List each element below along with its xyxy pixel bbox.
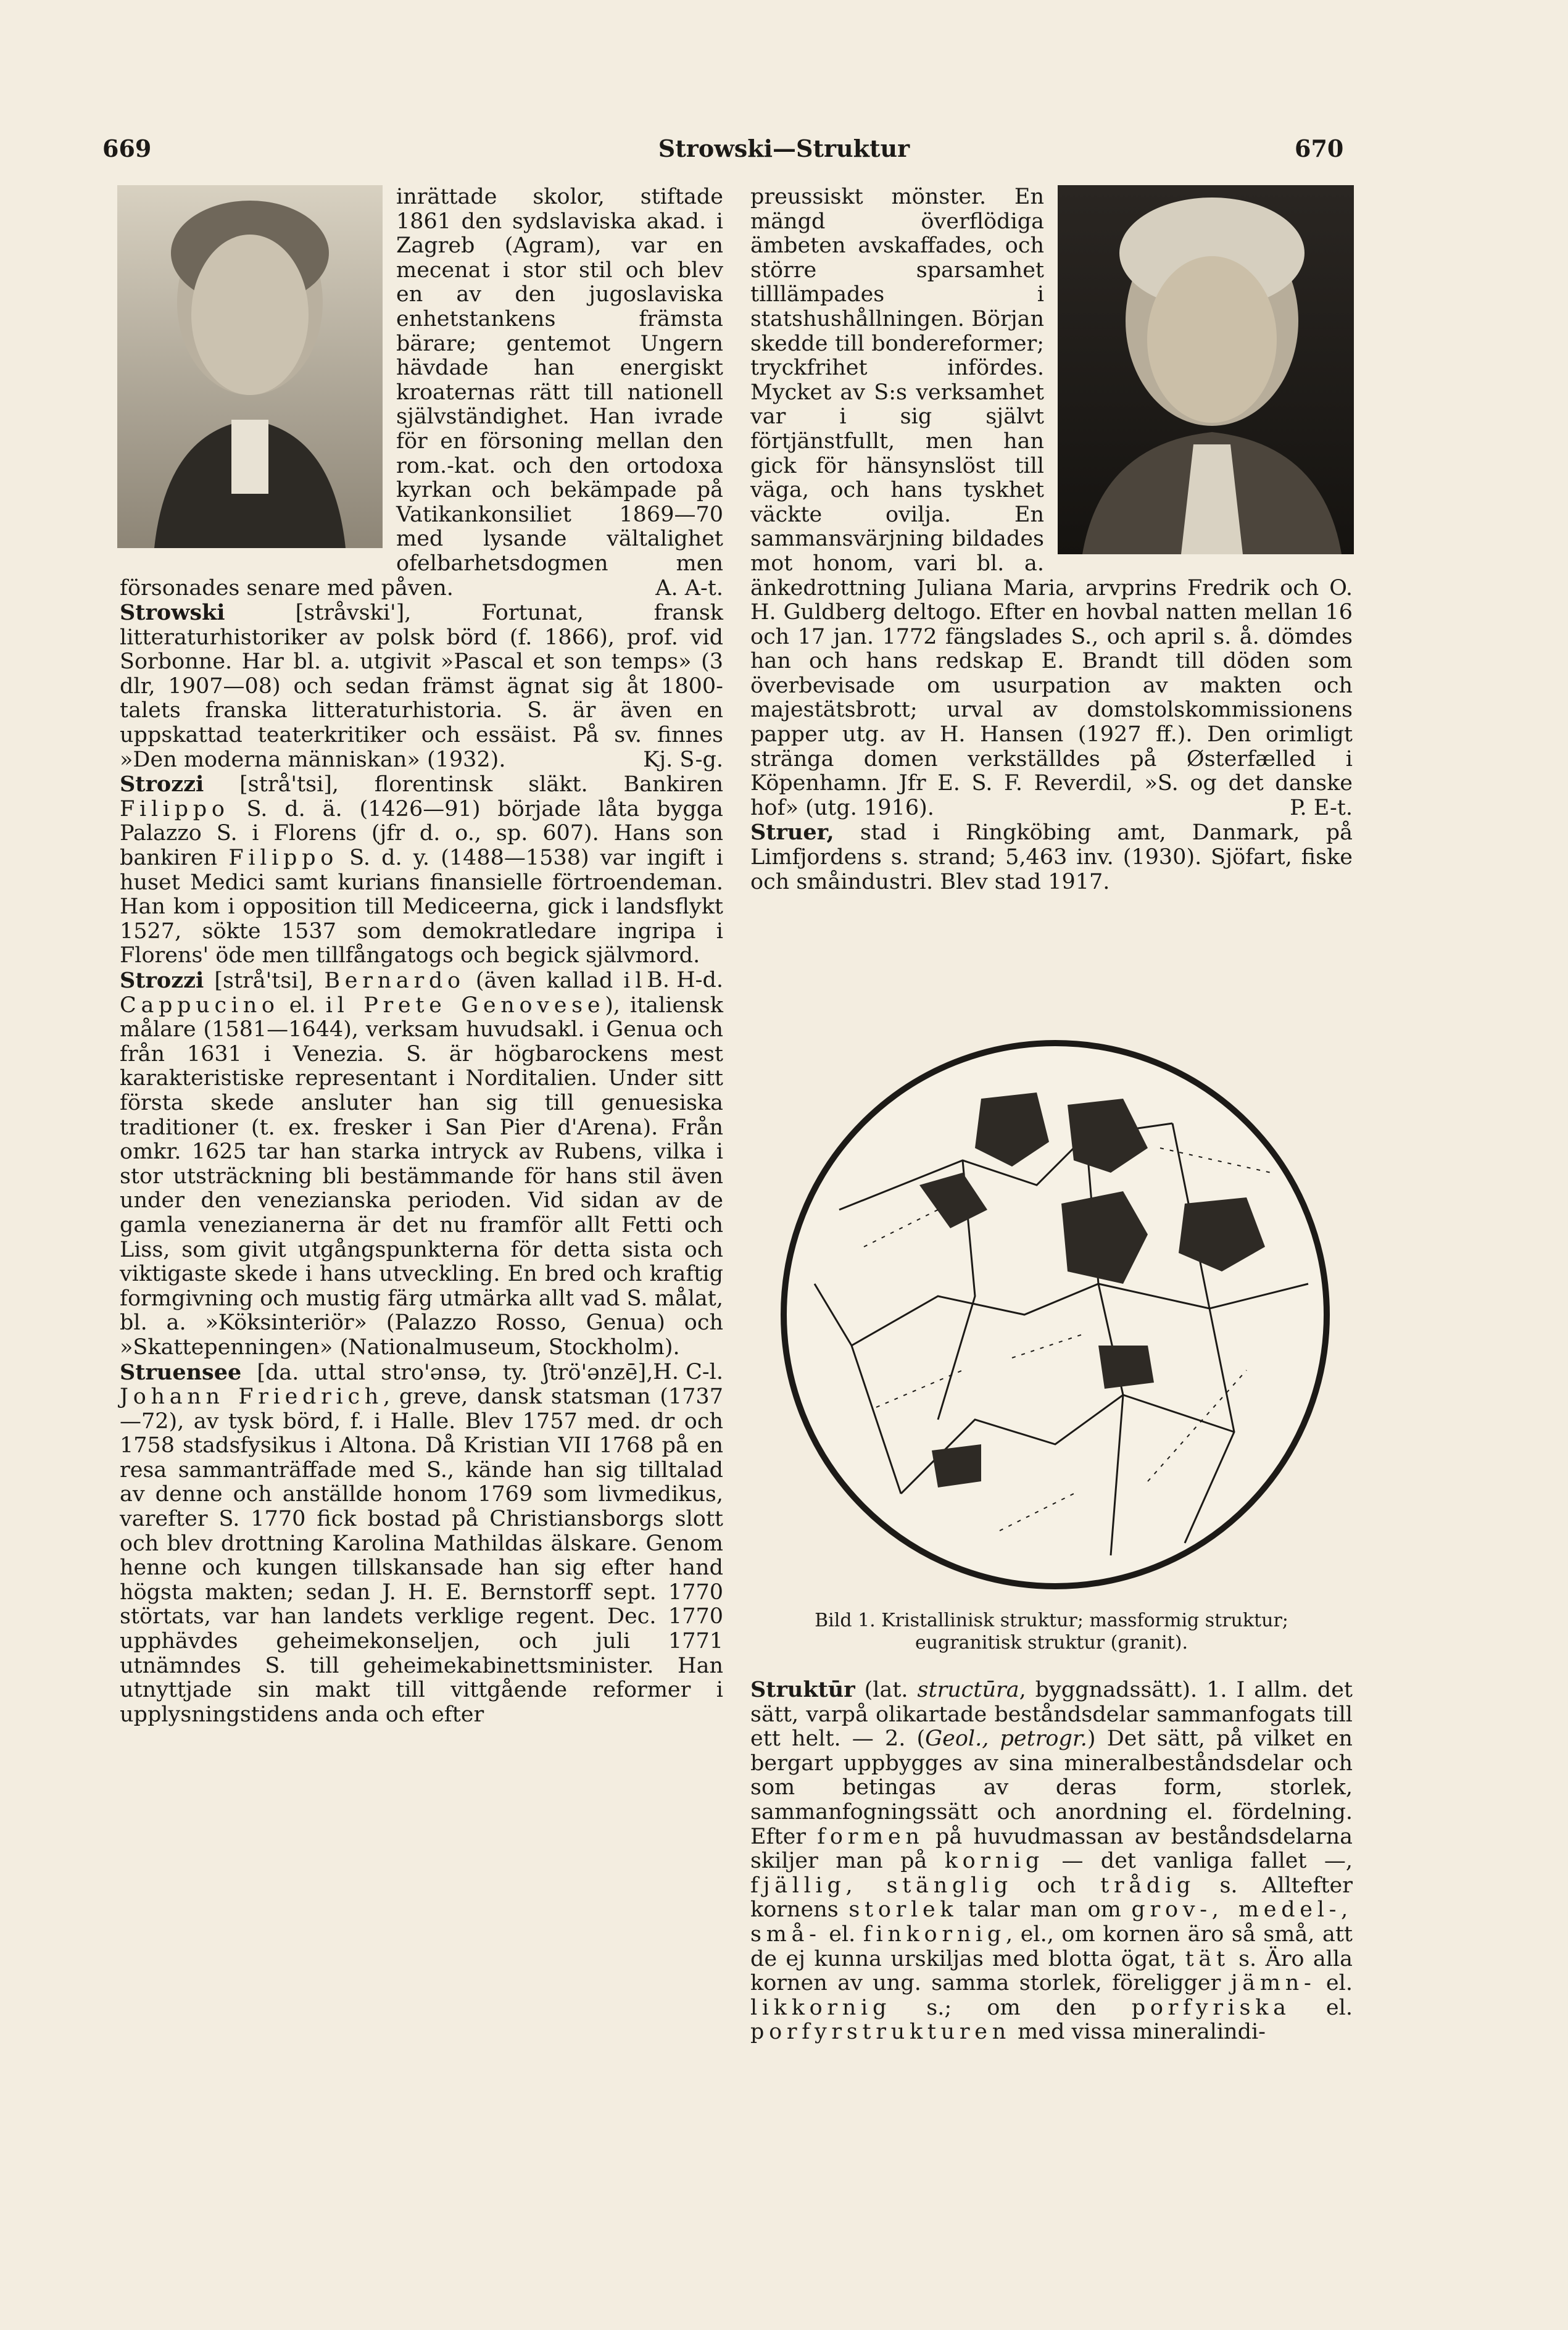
right-column-top	[750, 185, 1353, 894]
entry-text: s.; om den	[926, 1995, 1097, 2020]
portrait-photo-icon	[117, 185, 383, 548]
caption-line-1: Bild 1. Kristallinisk struktur; massformig struktur;	[815, 1610, 1288, 1631]
italic-term: Geol., petrogr.	[925, 1726, 1087, 1752]
entry-text: talar man om	[968, 1897, 1121, 1923]
spaced-term: likkornig	[750, 1995, 892, 2020]
portrait-strossmayer	[117, 185, 383, 548]
page-number-left: 669	[102, 135, 152, 162]
spaced-name: il Prete Genovese	[325, 992, 605, 1018]
crystalline-structure-figure	[778, 1025, 1333, 1617]
spaced-name: Filippo	[228, 846, 338, 871]
spaced-term: grov-, medel-, små-	[750, 1897, 1353, 1947]
headword-struensee: Struensee	[120, 1359, 242, 1385]
running-head: Strowski—Struktur	[658, 135, 910, 162]
entry-text: el.	[289, 992, 316, 1018]
entry-text: med vissa mineralindi-	[1018, 2020, 1266, 2045]
entry-text: ) Det sätt, på vilket en bergart uppbygges av sina mineralbeståndsdelar och som betingas av deras form, storlek, sammanfogningssätt och anordning el. fördelning. Efter	[750, 1726, 1353, 1849]
spaced-term: formen	[817, 1824, 924, 1849]
spaced-name: il Cappucino	[120, 968, 647, 1018]
signature: H. C-l.	[653, 1359, 723, 1384]
right-column-bottom	[750, 1678, 1353, 2045]
entry-text: el.	[829, 1921, 856, 1947]
entry-text: , el., om kornen äro så små, att de ej kunna urskiljas med blotta ögat,	[750, 1921, 1353, 1971]
headword-strozzi: Strozzi	[120, 772, 204, 797]
spaced-term: tät	[1185, 1946, 1230, 1971]
spaced-name: Filippo	[120, 796, 230, 822]
italic-term: structūra	[917, 1678, 1019, 1702]
spaced-term: finkornig	[863, 1921, 1006, 1947]
entry-text: och	[1037, 1873, 1076, 1898]
entry-text: [strå'tsi], florentinsk släkt. Bankiren	[239, 772, 723, 797]
spaced-term: storlek	[848, 1897, 958, 1923]
entry-text: stad i Ringköbing amt, Danmark, på Limfjordens s. strand; 5,463 inv. (1930). Sjöfart, fiske och småindustri. Blev stad 1917.	[750, 820, 1353, 894]
entry-text: el.	[1325, 1971, 1353, 1996]
spaced-term: trådig	[1100, 1873, 1195, 1898]
portrait-photo-icon	[1058, 185, 1354, 554]
spaced-term: porfyrstrukturen	[750, 2020, 1011, 2045]
page-number-right: 670	[1295, 135, 1344, 162]
left-column	[120, 185, 723, 1727]
entry-text: s. Alltefter kornens	[750, 1873, 1353, 1923]
spaced-name: Bernardo	[324, 968, 465, 993]
strossmayer-text: inrättade skolor, stiftade 1861 den sydslaviska akad. i Zagreb (Agram), var en mecenat i stor stil och blev en av den jugoslaviska enhetstankens främsta bärare; gentemot Ungern hävdade han energiskt kroaternas rätt till nationell självständighet. Han ivrade för en försoning mellan den rom.-kat. och den ortodoxa kyrkan och bekämpade på Vatikankonsiliet 1869—70 med lysande vältalighet ofelbarhetsdogmen men försonades senare med påven.	[120, 185, 723, 601]
entry-text: , byggnadssätt). 1. I allm. det sätt, varpå olikartade beståndsdelar sammanfogats till ett helt. — 2. (	[750, 1678, 1353, 1752]
signature: Kj. S-g.	[643, 747, 723, 772]
entry-text: [strå'tsi],	[214, 968, 314, 993]
signature: B. H-d.	[647, 968, 723, 992]
entry-text: el.	[1325, 1995, 1353, 2020]
entry-text: , greve, dansk statsman (1737—72), av tysk börd, f. i Halle. Blev 1757 med. dr och 1758 stadsfysikus i Altona. Då Kristian VII 1768 på en resa sammanträffade med S., kände han sig tilltalad av denne och anställde honom 1769 som livmedikus, varefter S. 1770 fick bostad på Christiansborgs slott och blev drottning Karolina Mathildas älskare. Genom henne och kungen tillskansade han sig efter hand högsta makten; sedan J. H. E. Bernstorff sept. 1770 störtats, var han landets verklige regent. Dec. 1770 upphävdes geheimekonseljen, och juli 1771 utnämndes S. till geheimekabinettsminister. Han utnyttjade sin makt till vittgående reformer i upplysningstidens anda och efter	[120, 1384, 723, 1727]
signature: A. A-t.	[655, 575, 723, 601]
entry-text: på huvudmassan av beståndsdelarna skiljer man på	[750, 1824, 1353, 1874]
struensee-text-cont: preussiskt mönster. En mängd överflödiga ämbeten avskaffades, och större sparsamhet tilllämpades i statshushållningen. Början skedde till bondereformer; tryckfrihet infördes. Mycket av S:s verksamhet var i sig självt förtjänstfullt, men han gick för hänsynslöst till väga, och hans tyskhet väckte ovilja. En sammansvärjning bildades mot honom, vari bl. a. änkedrottning Juliana Maria, arvprins Fredrik och O. H. Guldberg deltogo. Efter en hovbal natten mellan 16 och 17 jan. 1772 fängslades S., och april s. å. dömdes han och hans redskap E. Brandt till döden som överbevisade om usurpation av makten och majestätsbrott; urval av domstolskommissionens papper utg. av H. Hansen (1927 ff.). Den orimligt stränga domen verkställdes på Østerfælled i Köpenhamn. Jfr E. S. F. Reverdil, »S. og det danske hof» (utg. 1916).	[750, 185, 1353, 820]
headword-strowski: Strowski	[120, 600, 225, 626]
spaced-term: fjällig, stänglig	[750, 1873, 1013, 1898]
spaced-name: Johann Friedrich	[120, 1384, 383, 1410]
headword-strozzi-bernardo: Strozzi	[120, 968, 204, 993]
entry-text: ), italiensk målare (1581—1644), verksam huvudsakl. i Genua och från 1631 i Venezia. S. är högbarockens mest karakteristiske representant i Norditalien. Under sitt första skede ansluter han sig till genuesiska traditioner (t. ex. fresker i San Pier d'Arena). Från omkr. 1625 tar han starka intryck av Rubens, vilka i stor utsträckning bli bestämmande för hans stil även under den venezianska perioden. Vid sidan av de gamla venezianerna är det nu framför allt Fetti och Liss, som givit utgångspunkterna för detta sista och viktigaste skede i hans utveckling. En bred och kraftig formgivning och mustig färg utmärka allt vad S. målat, bl. a. »Köksinteriör» (Palazzo Rosso, Genua) och »Skattepenningen» (Nationalmuseum, Stockholm).	[120, 992, 723, 1360]
caption-line-2: eugranitisk struktur (granit).	[915, 1632, 1188, 1654]
spaced-term: jämn-	[1230, 1971, 1316, 1996]
entry-text: s. Äro alla kornen av ung. samma storlek, föreligger	[750, 1946, 1353, 1996]
spaced-term: kornig	[944, 1849, 1045, 1874]
entry-text: [stråvski'], Fortunat, fransk litteraturhistoriker av polsk börd (f. 1866), prof. vid Sorbonne. Har bl. a. utgivit »Pascal et son temps» (3 dlr, 1907—08) och sedan främst ägnat sig åt 1800-talets franska litteraturhistoria. S. är även en uppskattad teaterkritiker och essäist. På sv. finnes »Den moderna människan» (1932).	[120, 601, 723, 772]
spaced-term: porfyriska	[1131, 1995, 1291, 2020]
signature: P. E-t.	[1290, 795, 1353, 820]
entry-text: (lat.	[864, 1678, 908, 1702]
entry-text: S. d. ä. (1426—91) började låta bygga Palazzo S. i Florens (jfr d. o., sp. 607). Hans son bankiren	[120, 796, 723, 871]
figure-caption	[750, 1610, 1353, 1654]
entry-text: S. d. y. (1488—1538) var ingift i huset Medici samt kurians finansielle förtroendeman. Han kom i opposition till Mediceerna, gick i landsflykt 1527, sökte 1537 som demokratledare ingripa i Florens' öde men tillfångatogs och begick självmord.	[120, 846, 723, 968]
entry-text: (även kallad	[475, 968, 613, 993]
entry-text: [da. uttal stro'ənsə, ty. ʃtrö'ənzē],	[257, 1360, 653, 1385]
portrait-struensee	[1058, 185, 1354, 554]
headword-struktur: Struktūr	[750, 1677, 855, 1702]
entry-text: — det vanliga fallet —,	[1061, 1849, 1353, 1874]
headword-struer: Struer,	[750, 820, 834, 846]
